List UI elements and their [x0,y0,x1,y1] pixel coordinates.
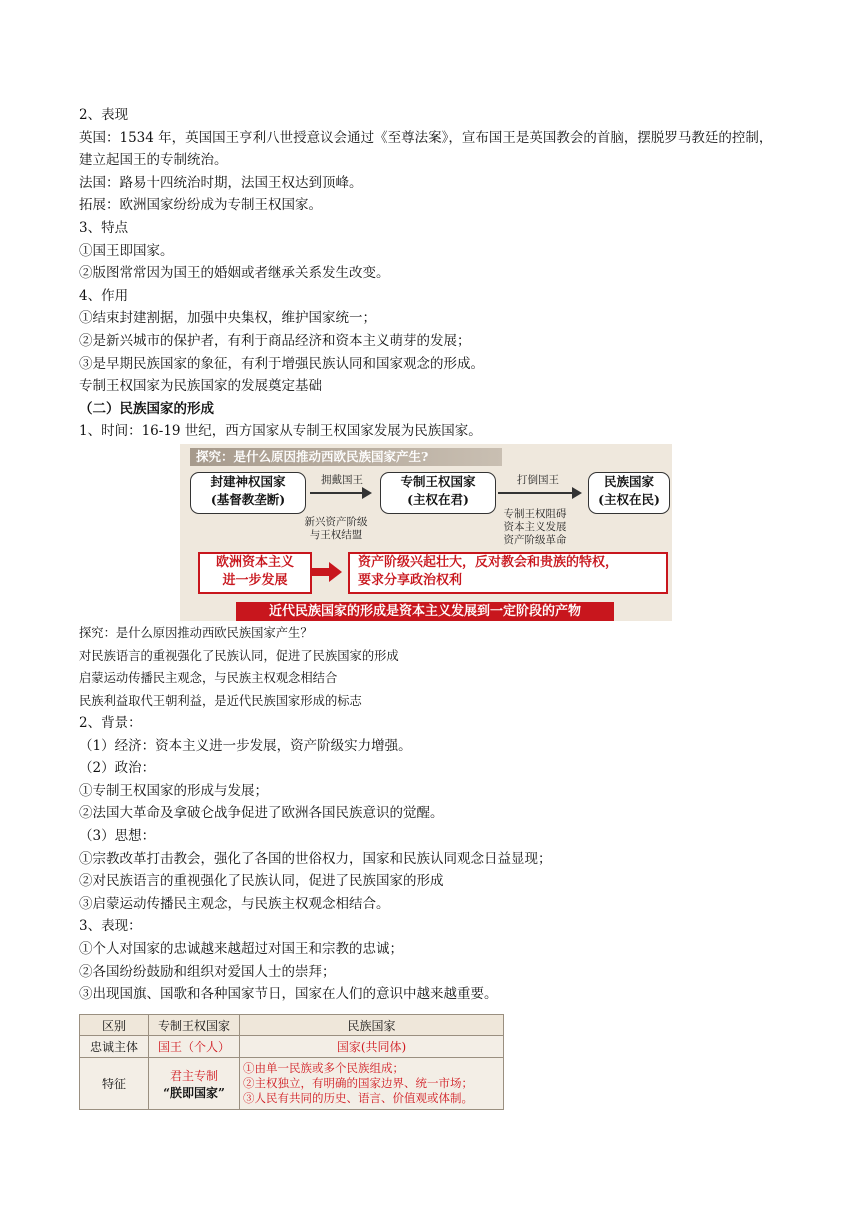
paragraph-france: 法国：路易十四统治时期，法国王权达到顶峰。 [79,174,363,191]
list-item: ②版图常常因为国王的婚姻或者继承关系发生改变。 [79,265,390,282]
list-item: ①专制王权国家的形成与发展； [79,782,268,799]
time-line: 1、时间：16-19 世纪，西方国家从专制王权国家发展为民族国家。 [79,423,482,440]
box-sublabel: (主权在君) [407,492,469,507]
cell-line: 君主专制 [169,1068,218,1083]
red-arrow-icon [312,568,330,576]
heading-2-performance: 2、表现 [79,107,129,123]
document-body-continued [79,712,784,1006]
note-revolution [488,508,582,547]
note-bourgeoisie-alliance [296,516,376,542]
note-line: 新兴资产阶级 [304,516,368,528]
list-item: （2）政治： [79,760,156,777]
list-item: ②各国纷纷鼓励和组织对爱国人士的崇拜； [79,963,336,980]
paragraph-england: 英国：1534 年，英国国王亨利八世授意议会通过《至尊法案》，宣布国王是英国教会的首脑，摆脱罗马教廷的控制，建立起国王的专制统治。 [79,129,773,169]
box-sublabel: (基督教垄断) [210,492,286,507]
list-item: （1）经济：资本主义进一步发展，资产阶级实力增强。 [79,737,412,754]
table-header: 民族国家 [240,1015,504,1036]
box-line: 进一步发展 [222,573,288,588]
list-item: ③是早期民族国家的象征，有利于增强民族认同和国家观念的形成。 [79,355,484,372]
list-item: ②法国大革命及拿破仑战争促进了欧洲各国民族意识的觉醒。 [79,805,444,822]
list-item: ①结束封建割据，加强中央集权，维护国家统一； [79,310,376,327]
list-item: ③启蒙运动传播民主观念，与民族主权观念相结合。 [79,895,390,912]
list-item: ①个人对国家的忠诚越来越超过对国王和宗教的忠诚； [79,940,403,957]
comparison-table [79,1014,504,1110]
box-line: 资产阶级兴起壮大，反对教会和贵族的特权， [358,555,619,570]
box-label: 民族国家 [603,474,654,489]
box-line: 要求分享政治权利 [358,573,463,588]
explore-block [79,622,784,712]
note-line: 资本主义发展 [503,521,567,533]
explore-line: 民族利益取代王朝利益，是近代民族国家形成的标志 [79,693,362,708]
box-label: 封建神权国家 [210,474,286,489]
list-item: ①国王即国家。 [79,242,174,259]
diagram-banner: 探究：是什么原因推动西欧民族国家产生? [190,448,502,466]
arrow-right-icon [498,492,580,494]
feudal-theocracy-box [190,472,306,514]
heading-3-performance: 3、表现： [79,918,142,935]
arrow-right-icon [310,492,370,494]
box-label: 专制王权国家 [400,474,476,489]
arrow-label: 打倒国王 [517,474,559,486]
cell-line: ①由单一民族或多个民族组成； [243,1061,404,1075]
summary-line: 专制王权国家为民族国家的发展奠定基础 [79,378,322,395]
box-sublabel: (主权在民) [598,492,660,507]
heading-4-role: 4、作用 [79,287,129,304]
box-line: 欧洲资本主义 [215,555,294,570]
arrow-label: 拥戴国王 [321,474,363,486]
note-line: 专制王权阻碍 [503,508,567,520]
explore-line: 对民族语言的重视强化了民族认同，促进了民族国家的形成 [79,648,399,663]
cell-line: ③人民有共同的历史、语言、价值观或体制。 [243,1091,473,1105]
table-cell [149,1058,240,1110]
table-cell: 国王（个人） [149,1036,240,1058]
list-item: ①宗教改革打击教会，强化了各国的世俗权力，国家和民族认同观念日益显现； [79,850,552,867]
row-label: 忠诚主体 [80,1036,149,1058]
nation-state-box [588,472,670,514]
cell-line: “朕即国家” [163,1085,225,1100]
list-item: ②对民族语言的重视强化了民族认同，促进了民族国家的形成 [79,873,444,890]
list-item: ③出现国旗、国歌和各种国家节日，国家在人们的意识中越来越重要。 [79,986,498,1003]
heading-2-background: 2、背景： [79,715,142,731]
bourgeoisie-rise-box [348,552,668,594]
list-item: ②是新兴城市的保护者，有利于商品经济和资本主义萌芽的发展； [79,332,471,349]
heading-3-features: 3、特点 [79,219,129,236]
explore-line: 探究：是什么原因推动西欧民族国家产生？ [79,626,313,640]
table-cell: 国家(共同体) [240,1036,504,1058]
row-label: 特征 [80,1058,149,1110]
nation-state-diagram [180,444,672,621]
document-body [79,104,784,443]
note-line: 资产阶级革命 [503,534,567,546]
table-cell [240,1058,504,1110]
cell-line: ②主权独立，有明确的国家边界、统一市场； [243,1076,473,1090]
note-line: 与王权结盟 [309,529,363,541]
diagram-footer: 近代民族国家的形成是资本主义发展到一定阶段的产物 [236,602,614,621]
paragraph-expansion: 拓展：欧洲国家纷纷成为专制王权国家。 [79,197,322,214]
table-header: 区别 [80,1015,149,1036]
table-header: 专制王权国家 [149,1015,240,1036]
capitalism-development-box [198,552,312,594]
explore-line: 启蒙运动传播民主观念，与民族主权观念相结合 [79,671,338,686]
absolute-monarchy-box [380,472,496,514]
section-title: （二）民族国家的形成 [79,400,214,417]
list-item: （3）思想： [79,827,156,844]
